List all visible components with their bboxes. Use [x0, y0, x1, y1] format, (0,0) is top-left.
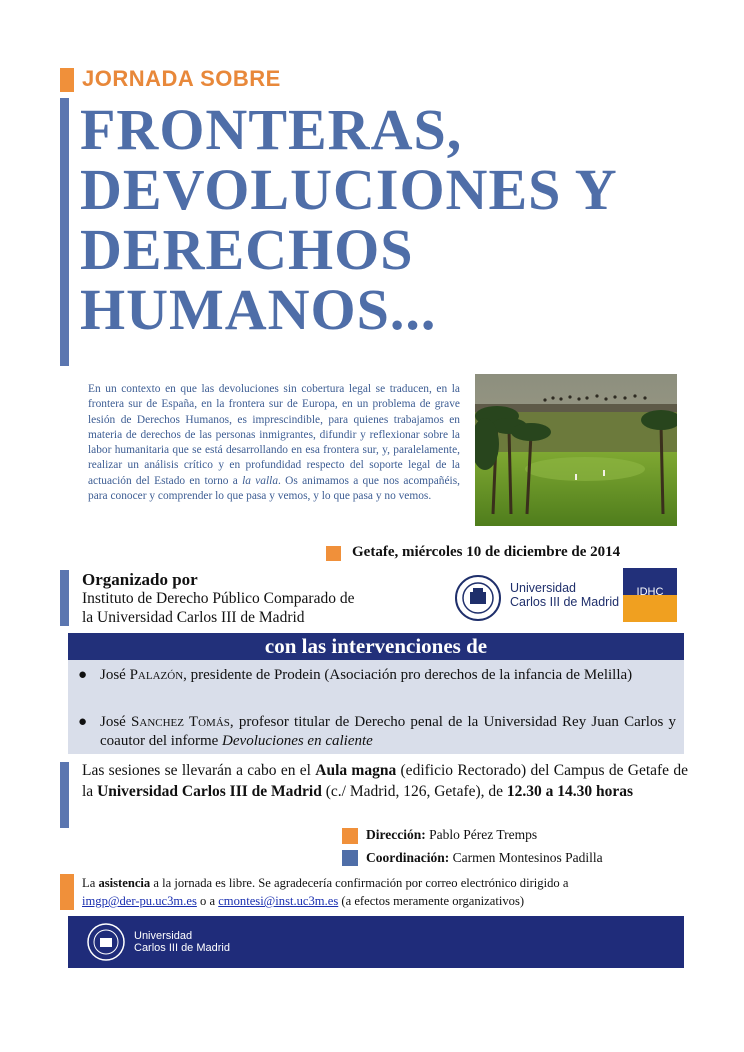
- venue-name: Aula magna: [315, 762, 397, 779]
- blue-square-icon: [342, 850, 358, 866]
- coordination-name: Carmen Montesinos Padilla: [452, 850, 603, 865]
- title-line: HUMANOS...: [80, 277, 437, 342]
- bullet-icon: ●: [78, 667, 88, 683]
- title-line: DEVOLUCIONES Y: [80, 157, 618, 222]
- note-text: (a efectos meramente organizativos): [338, 894, 525, 908]
- speaker-first-name: José: [100, 667, 130, 683]
- intro-text: En un contexto en que las devoluciones sin cobertura legal se traducen, en la frontera sur de España, en la frontera sur de Europa, en un problema de grave lesión de Derechos Humanos, es imprescindible, para quienes trabajamos en materia de derechos de las personas inmigrantes, difundir y reflexionar sobre la labor humanitaria que se está desarrollando en esa frontera sur, y, paralelamente, realizar un análisis crítico y en profundidad respecto del soporte legal de la actuación del Estado en torno a: [88, 383, 460, 487]
- university-logo-text: [510, 581, 619, 609]
- speaker-item: [78, 666, 676, 685]
- event-date: Getafe, miércoles 10 de diciembre de 2014: [352, 544, 621, 560]
- email-link-cmontesi[interactable]: cmontesi@inst.uc3m.es: [218, 894, 339, 908]
- speaker-surname: Palazón: [129, 667, 184, 683]
- intro-paragraph: [88, 382, 460, 504]
- sessions-text: (edificio Rectorado) del Campus de Getafe de la: [82, 762, 688, 800]
- note-text: La: [82, 876, 99, 890]
- event-eyebrow: JORNADA SOBRE: [82, 66, 281, 91]
- orange-square-icon: [60, 68, 74, 92]
- footer-line: Universidad: [134, 930, 193, 942]
- organizer-accent-bar: [60, 570, 69, 626]
- university-logo-line: Carlos III de Madrid: [510, 595, 620, 609]
- note-bold: asistencia: [98, 876, 151, 890]
- note-text: a la jornada es libre. Se agradecería confirmación por correo electrónico dirigido a: [150, 876, 569, 890]
- bullet-icon: ●: [78, 714, 88, 730]
- speaker-surname: Sanchez Tomás: [131, 714, 230, 730]
- speaker-description: , presidente de Prodein (Asociación pro derechos de la infancia de Melilla): [183, 667, 633, 683]
- orange-square-icon: [326, 546, 341, 561]
- speakers-banner: con las intervenciones de: [68, 633, 684, 660]
- university-logo-line: Universidad: [510, 581, 577, 595]
- direction-label: Dirección:: [366, 827, 426, 842]
- title-line: FRONTERAS,: [80, 97, 463, 162]
- university-seal-icon: [454, 574, 502, 622]
- title-line: DERECHOS: [80, 217, 414, 282]
- direction-line: [366, 827, 537, 843]
- coordination-line: [366, 850, 603, 866]
- idhc-logo: [623, 568, 677, 622]
- university-name: Universidad Carlos III de Madrid: [97, 783, 322, 800]
- title-accent-bar: [60, 98, 69, 366]
- note-text: o a: [196, 894, 219, 908]
- speaker-first-name: José: [100, 714, 132, 730]
- speaker-item: [78, 713, 676, 751]
- report-title: Devoluciones en caliente: [222, 733, 373, 749]
- footer-line: Carlos III de Madrid: [134, 942, 230, 954]
- footer-seal-icon: [86, 922, 126, 962]
- organizer-line-1: Instituto de Derecho Público Comparado de: [82, 590, 355, 607]
- attendance-note: [82, 874, 688, 910]
- email-link-imgp[interactable]: imgp@der-pu.uc3m.es: [82, 894, 197, 908]
- direction-name: Pablo Pérez Tremps: [429, 827, 538, 842]
- intro-text-end: . Os animamos a que nos acompañéis, para conocer y comprender lo que pasa y vemos, y lo que pasa y no vemos.: [88, 474, 460, 503]
- event-title: [80, 97, 720, 342]
- organizer-line-2: la Universidad Carlos III de Madrid: [82, 609, 305, 626]
- organizer-heading: Organizado por: [82, 570, 198, 589]
- orange-square-icon: [60, 874, 74, 910]
- idhc-logo-text: IDHC: [636, 586, 664, 598]
- coordination-label: Coordinación:: [366, 850, 450, 865]
- intro-italic: la valla: [242, 474, 279, 487]
- orange-square-icon: [342, 828, 358, 844]
- sessions-accent-bar: [60, 762, 69, 828]
- footer-university-text: [134, 930, 230, 954]
- sessions-text: Las sesiones se llevarán a cabo en el: [82, 762, 316, 779]
- sessions-info: [82, 760, 688, 802]
- speakers-list: [68, 660, 684, 754]
- session-hours: 12.30 a 14.30 horas: [506, 783, 634, 800]
- border-fence-photo: [475, 374, 677, 526]
- sessions-text: (c./ Madrid, 126, Getafe), de: [321, 783, 507, 800]
- speaker-description: , profesor titular de Derecho penal de la Universidad Rey Juan Carlos y coautor del informe: [100, 714, 676, 749]
